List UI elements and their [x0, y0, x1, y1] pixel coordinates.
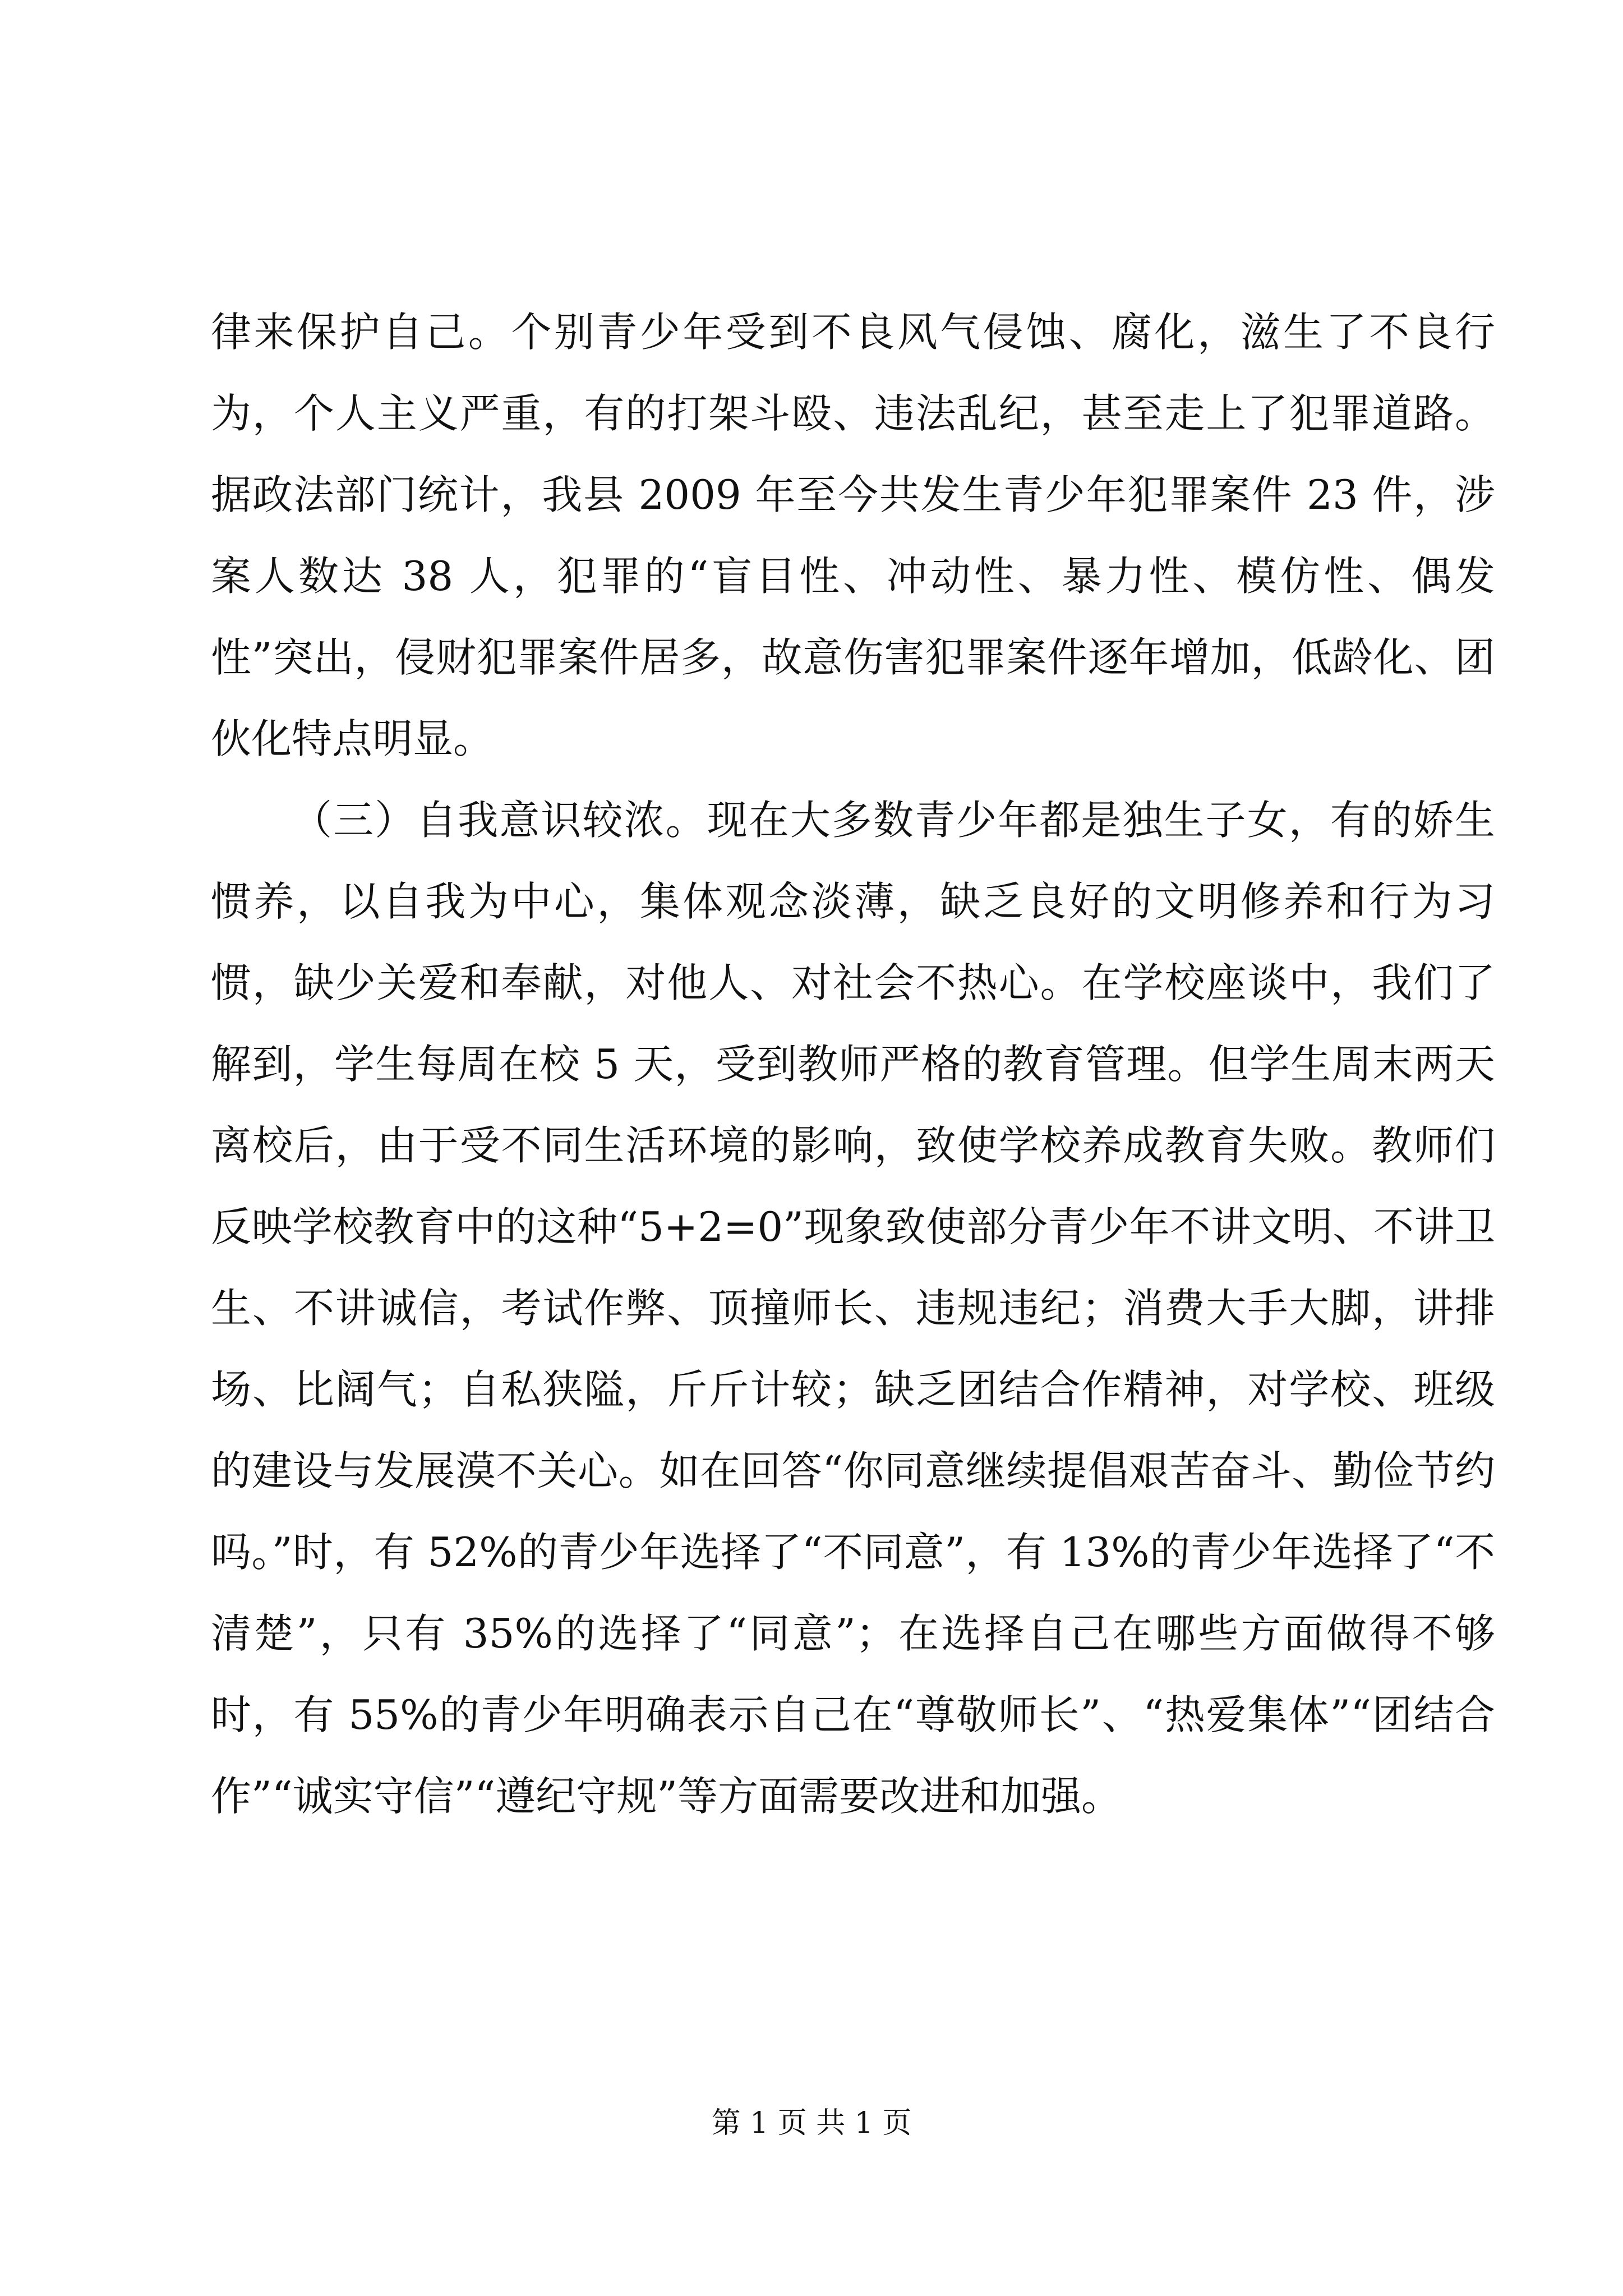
paragraph-continuation: 律来保护自己。个别青少年受到不良风气侵蚀、腐化，滋生了不良行为，个人主义严重，有的打架斗殴、违法乱纪，甚至走上了犯罪道路。据政法部门统计，我县 2009 年至今共发生青少年犯罪案件 23 件，涉案人数达 38 人，犯罪的“盲目性、冲动性、暴力性、模仿性、偶发性”突出，侵财犯罪案件居多，故意伤害犯罪案件逐年增加，低龄化、团伙化特点明显。	[211, 309, 1495, 762]
body-text	[211, 292, 1495, 1837]
page-number-footer: 第 1 页 共 1 页	[711, 2106, 912, 2140]
paragraph-section-three: （三）自我意识较浓。现在大多数青少年都是独生子女，有的娇生惯养，以自我为中心，集体观念淡薄，缺乏良好的文明修养和行为习惯，缺少关爱和奉献，对他人、对社会不热心。在学校座谈中，我们了解到，学生每周在校 5 天，受到教师严格的教育管理。但学生周末两天离校后，由于受不同生活环境的影响，致使学校养成教育失败。教师们反映学校教育中的这种“5+2=0”现象致使部分青少年不讲文明、不讲卫生、不讲诚信，考试作弊、顶撞师长、违规违纪；消费大手大脚，讲排场、比阔气；自私狭隘，斤斤计较；缺乏团结合作精神，对学校、班级的建设与发展漠不关心。如在回答“你同意继续提倡艰苦奋斗、勤俭节约吗。”时，有 52%的青少年选择了“不同意”，有 13%的青少年选择了“不清楚”，只有 35%的选择了“同意”；在选择自己在哪些方面做得不够时，有 55%的青少年明确表示自己在“尊敬师长”、“热爱集体”“团结合作”“诚实守信”“遵纪守规”等方面需要改进和加强。	[211, 797, 1495, 1820]
